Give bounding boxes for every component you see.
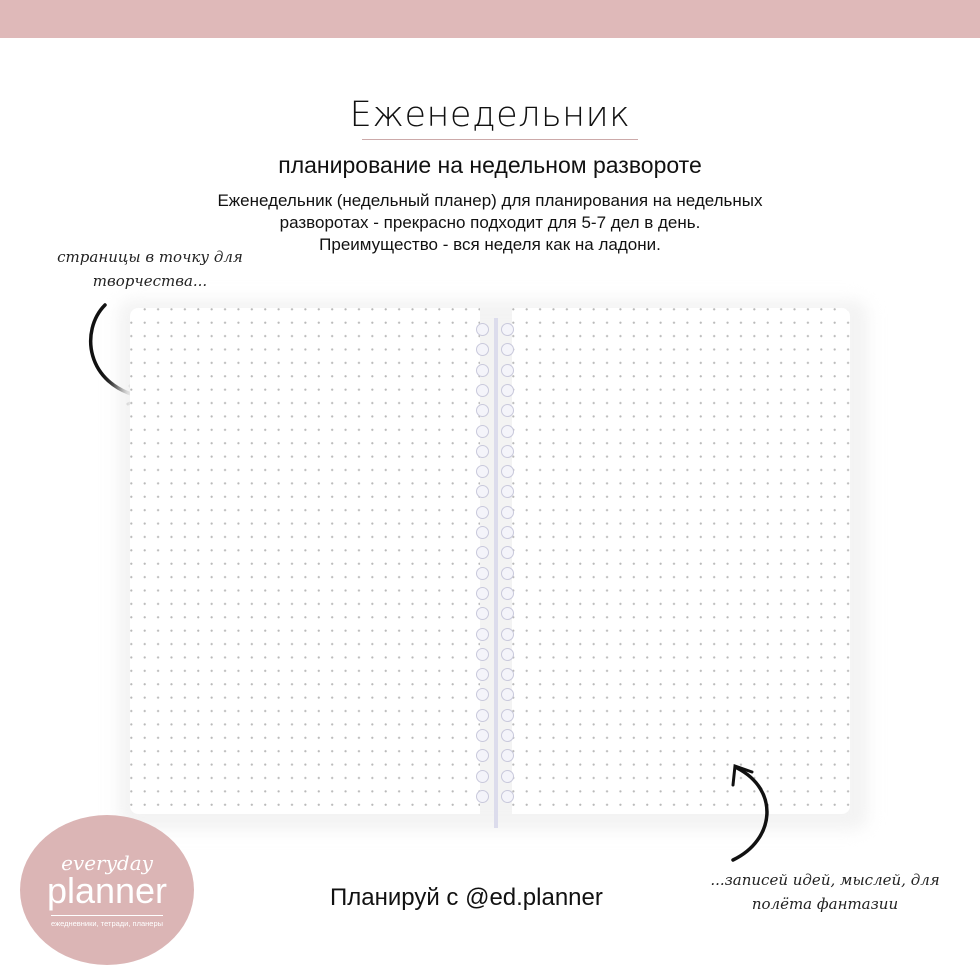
spiral-ring	[476, 425, 514, 436]
arrow-right-icon	[725, 760, 785, 870]
spiral-ring	[476, 688, 514, 699]
spiral-ring	[476, 465, 514, 476]
annotation-line: ...записей идей, мыслей, для	[710, 871, 940, 889]
spiral-ring	[476, 526, 514, 537]
spiral-ring	[476, 364, 514, 375]
spiral-ring	[476, 729, 514, 740]
spiral-ring	[476, 607, 514, 618]
annotation-line: полёта фантазии	[751, 895, 899, 913]
spiral-ring	[476, 749, 514, 760]
spiral-ring	[476, 709, 514, 720]
annotation-line: творчества...	[92, 272, 208, 290]
spiral-ring	[476, 445, 514, 456]
description-line: разворотах - прекрасно подходит для 5-7 дел в день.	[279, 213, 701, 232]
spiral-ring	[476, 404, 514, 415]
logo-wordmark: planner	[46, 870, 168, 911]
logo-script: everyday	[61, 851, 153, 875]
description-line: Преимущество - вся неделя как на ладони.	[319, 235, 661, 254]
spiral-binding	[468, 318, 524, 818]
spiral-ring	[476, 668, 514, 679]
spiral-ring	[476, 343, 514, 354]
notebook-left-page	[130, 308, 480, 814]
call-to-action: Планируй с @ed.planner	[330, 884, 603, 911]
spiral-ring	[476, 567, 514, 578]
spiral-ring	[476, 648, 514, 659]
page-subtitle: планирование на недельном развороте	[278, 152, 702, 178]
spiral-ring	[476, 546, 514, 557]
annotation-line: страницы в точку для	[57, 248, 243, 266]
spiral-ring	[476, 506, 514, 517]
page-title: Еженедельник	[349, 95, 631, 135]
spiral-ring	[476, 587, 514, 598]
spiral-ring	[476, 384, 514, 395]
description-line: Еженедельник (недельный планер) для планирования на недельных	[217, 191, 763, 210]
title-underline	[362, 139, 638, 140]
left-annotation	[30, 245, 270, 293]
notebook-right-page	[512, 308, 850, 814]
logo-tagline: ежедневники, тетради, планеры	[51, 915, 163, 928]
spiral-ring	[476, 323, 514, 334]
spiral-ring	[476, 790, 514, 801]
spiral-ring	[476, 485, 514, 496]
right-annotation	[680, 868, 970, 916]
spiral-ring	[476, 770, 514, 781]
spiral-ring	[476, 628, 514, 639]
top-banner	[0, 0, 980, 38]
brand-logo	[20, 815, 194, 965]
